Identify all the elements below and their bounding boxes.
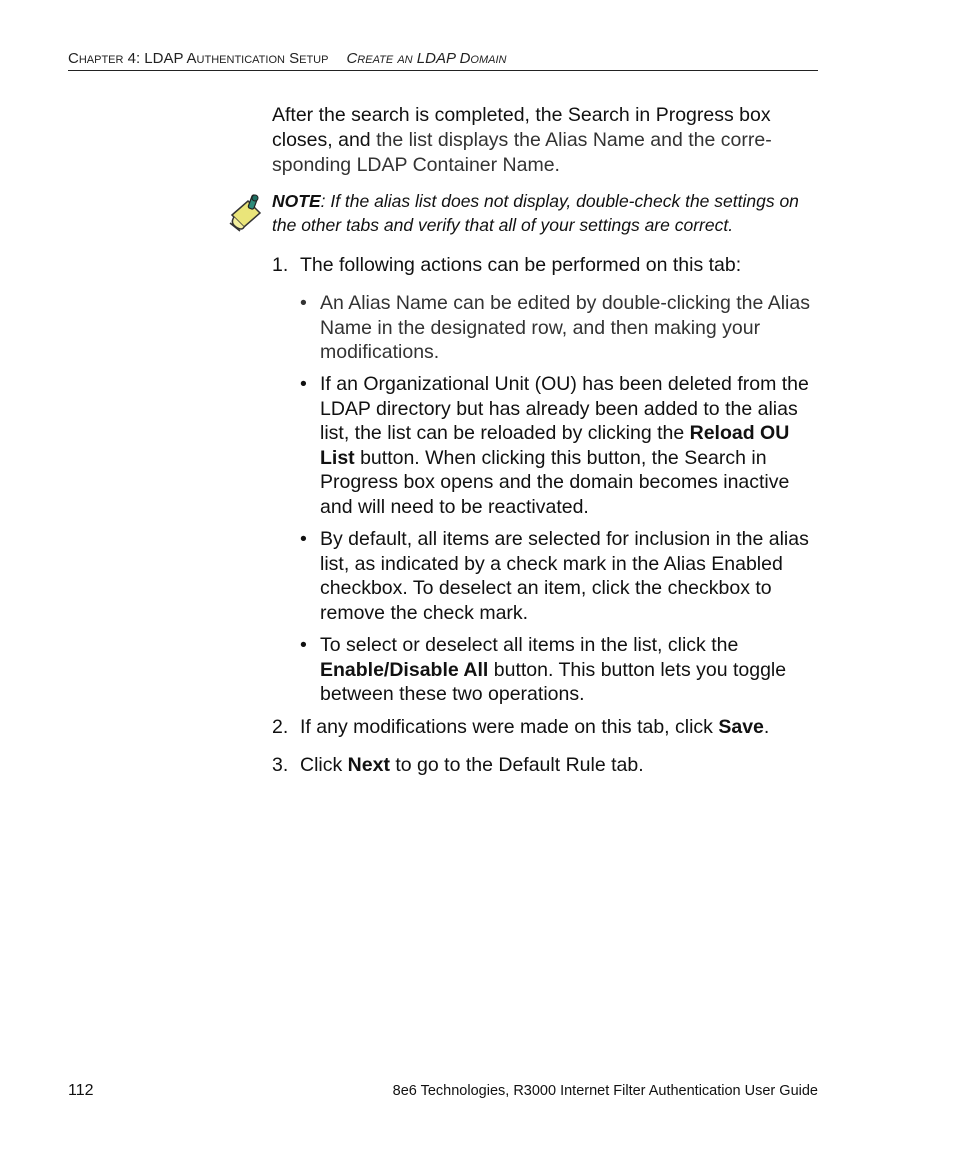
step-text: If any modifications were made on this tab, click xyxy=(300,716,719,738)
bullet-text: button. This button lets you toggle between these two operations. xyxy=(320,658,787,705)
page-number: 112 xyxy=(68,1082,94,1099)
step-bold: Next xyxy=(347,754,390,776)
bullet-text: If an Organizational Unit (OU) has been deleted from the LDAP directory but has already been added to the alias list, the list can be reloaded by clicking the xyxy=(320,373,809,444)
step-bold: Save xyxy=(718,716,764,738)
intro-part1: After the search is completed, the Search in Progress box closes, and xyxy=(272,104,771,151)
step-text: . xyxy=(763,716,770,738)
bullet-bold: Enable/Disable All xyxy=(320,658,489,681)
bullet-symbol: • xyxy=(300,292,307,314)
step-text: Click xyxy=(300,754,348,776)
bullet-text: To select or deselect all items in the list, click the xyxy=(320,634,739,656)
step-1 xyxy=(272,253,820,278)
section-title: Create an LDAP Domain xyxy=(346,50,507,67)
bullet-symbol: • xyxy=(300,634,307,656)
bullet-bold: Reload OU List xyxy=(320,422,790,469)
bullet-item xyxy=(300,372,820,519)
bullet-item xyxy=(300,291,820,365)
intro-paragraph xyxy=(272,103,820,178)
bullet-text: button. When clicking this button, the Search in Progress box opens and the domain becomes inactive and will need to be reactivated. xyxy=(320,446,790,518)
note-pencil-icon xyxy=(226,193,266,233)
note-text: : If the alias list does not display, double-check the settings on the other tabs and verify that all of your settings are correct. xyxy=(272,191,799,235)
step-text: to go to the Default Rule tab. xyxy=(389,754,644,776)
chapter-title: Chapter 4: LDAP Authentication Setup xyxy=(68,50,329,67)
step-number: 1. xyxy=(272,254,289,276)
footer-title: 8e6 Technologies, R3000 Internet Filter Authentication User Guide xyxy=(392,1083,818,1099)
step-number: 2. xyxy=(272,716,289,738)
note-paragraph xyxy=(272,190,822,237)
intro-part2: the list displays the Alias Name and the corre-sponding LDAP Container Name. xyxy=(272,129,772,176)
bullet-item xyxy=(300,527,820,625)
bullet-symbol: • xyxy=(300,528,307,550)
step-3 xyxy=(272,753,820,778)
bullet-text: By default, all items are selected for inclusion in the alias list, as indicated by a check mark in the Alias Enabled checkbox. To deselect an item, click the checkbox to remove the check mark. xyxy=(320,528,809,624)
step-number: 3. xyxy=(272,754,289,776)
step-text: The following actions can be performed on this tab: xyxy=(300,254,742,276)
running-header xyxy=(68,50,818,71)
bullet-item xyxy=(300,633,820,707)
note-label: NOTE xyxy=(272,191,321,211)
step-2 xyxy=(272,715,820,740)
bullet-symbol: • xyxy=(300,373,307,395)
bullet-text: An Alias Name can be edited by double-clicking the Alias Name in the designated row, and then making your modifications. xyxy=(320,292,810,363)
